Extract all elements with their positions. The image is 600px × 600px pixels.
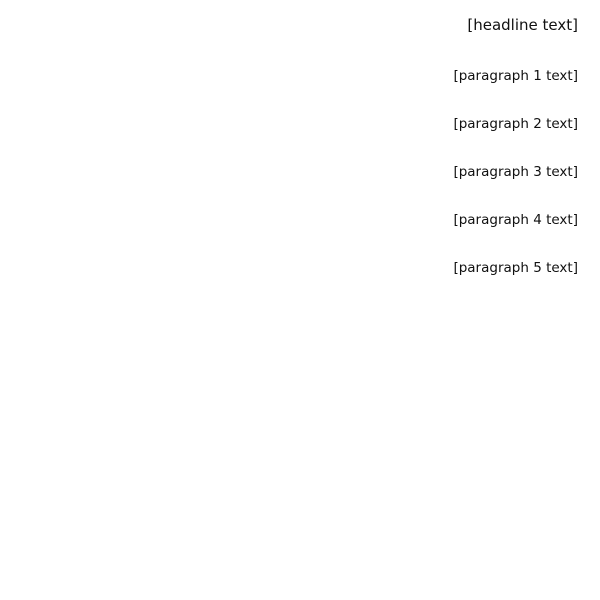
article-headline: [headline text] bbox=[467, 16, 578, 34]
article-paragraph: [paragraph 2 text] bbox=[453, 116, 578, 132]
article-paragraph: [paragraph 5 text] bbox=[453, 260, 578, 276]
article-paragraph: [paragraph 3 text] bbox=[453, 164, 578, 180]
article-paragraph: [paragraph 4 text] bbox=[453, 212, 578, 228]
article-paragraph: [paragraph 1 text] bbox=[453, 68, 578, 84]
